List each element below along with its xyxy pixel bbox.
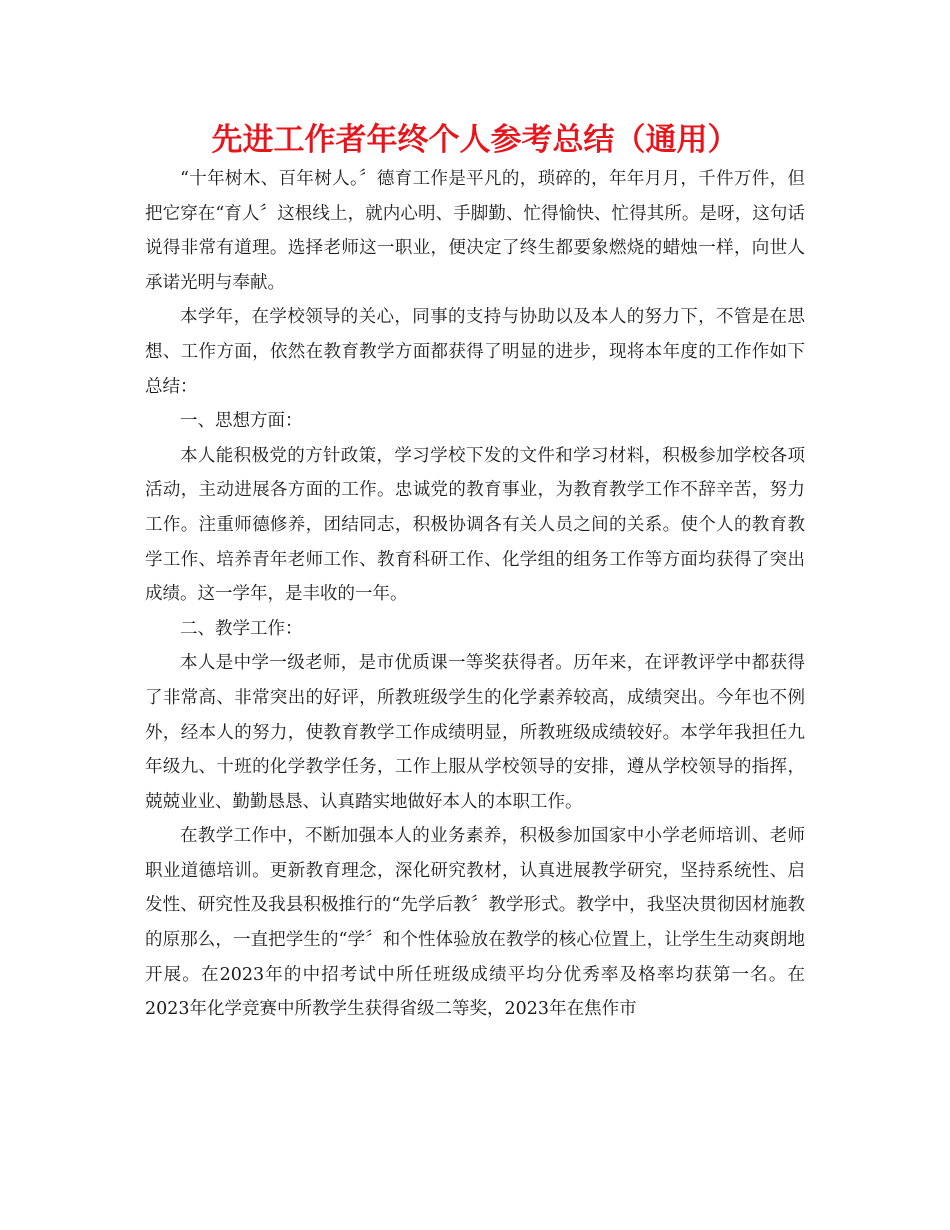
paragraph-teaching-1: 本人是中学一级老师，是市优质课一等奖获得者。历年来，在评教评学中都获得了非常高、非常突出的好评，所教班级学生的化学素养较高，成绩突出。今年也不例外，经本人的努力，使教育教学工作成绩明显，所教班级成绩较好。本学年我担任九年级九、十班的化学教学任务，工作上服从学校领导的安排，遵从学校领导的指挥，兢兢业业、勤勤恳恳、认真踏实地做好本人的本职工作。 [145,653,805,812]
paragraph-teaching-2: 在教学工作中，不断加强本人的业务素养，积极参加国家中小学老师培训、老师职业道德培训。更新教育理念，深化研究教材，认真进展教学研究，坚持系统性、启发性、研究性及我县积极推行的“先学后教〞教学形式。教学中，我坚决贯彻因材施教的原那么，一直把学生的“学〞和个性体验放在教学的核心位置上，让学生生动爽朗地开展。在2023年的中招考试中所任班级成绩平均分优秀率及格率均获第一名。在2023年化学竞赛中所教学生获得省级二等奖，2023年在焦作市 [145,826,805,1020]
section-heading-thought: 一、思想方面： [180,411,303,432]
document-body [145,162,805,1027]
section-heading-teaching: 二、教学工作： [180,618,303,639]
paragraph-overview: 本学年，在学校领导的关心，同事的支持与协助以及本人的努力下，不管是在思想、工作方面，依然在教育教学方面都获得了明显的进步，现将本年度的工作作如下总结： [145,307,805,397]
paragraph-thought: 本人能积极党的方针政策，学习学校下发的文件和学习材料，积极参加学校各项活动，主动进展各方面的工作。忠诚党的教育事业，为教育教学工作不辞辛苦，努力工作。注重师德修养，团结同志，积极协调各有关人员之间的关系。使个人的教育教学工作、培养青年老师工作、教育科研工作、化学组的组务工作等方面均获得了突出成绩。这一学年，是丰收的一年。 [145,445,805,605]
document-title: 先进工作者年终个人参考总结（通用） [211,122,739,158]
paragraph-intro: “十年树木、百年树人。〞德育工作是平凡的，琐碎的，年年月月，千件万件，但把它穿在“育人〞这根线上，就内心明、手脚勤、忙得愉快、忙得其所。是呀，这句话说得非常有道理。选择老师这一职业，便决定了终生都要象燃烧的蜡烛一样，向世人承诺光明与奉献。 [145,169,805,293]
